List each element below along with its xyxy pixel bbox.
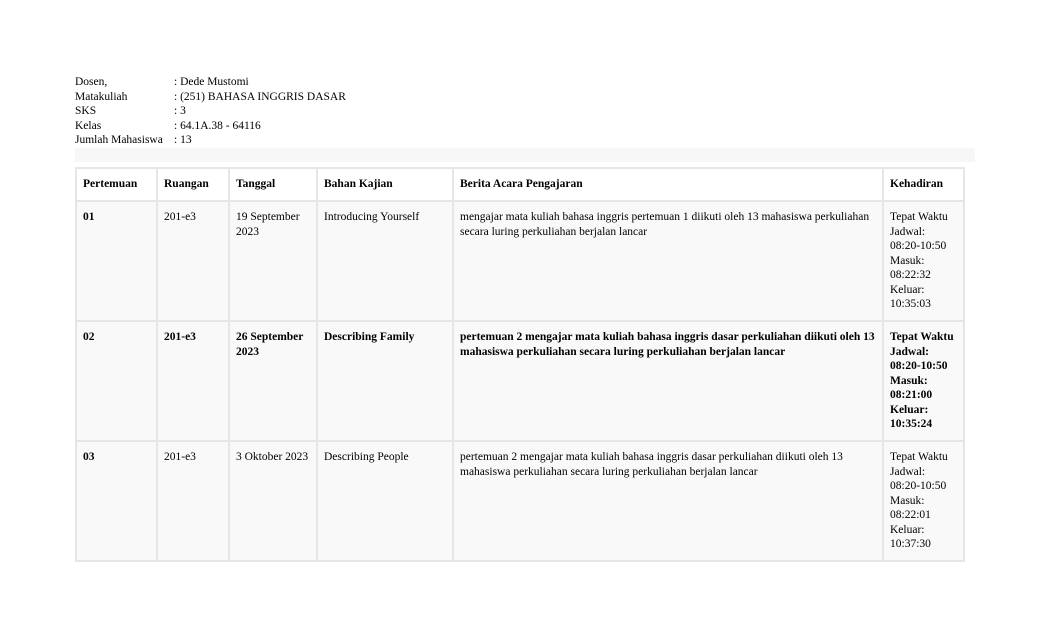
course-info bbox=[75, 75, 346, 148]
header-berita-acara: Berita Acara Pengajaran bbox=[453, 168, 883, 201]
info-value: : (251) BAHASA INGGRIS DASAR bbox=[174, 90, 346, 103]
cell-pertemuan: 03 bbox=[76, 441, 157, 561]
cell-tanggal: 19 September 2023 bbox=[229, 201, 317, 321]
table-row bbox=[76, 201, 964, 321]
cell-tanggal: 3 Oktober 2023 bbox=[229, 441, 317, 561]
info-row-sks bbox=[75, 104, 346, 119]
cell-tanggal: 26 September 2023 bbox=[229, 321, 317, 441]
kehadiran-jadwal-label: Jadwal: bbox=[890, 465, 926, 478]
kehadiran-jadwal-label: Jadwal: bbox=[890, 225, 926, 238]
header-tanggal: Tanggal bbox=[229, 168, 317, 201]
kehadiran-status: Tepat Waktu bbox=[890, 211, 948, 223]
kehadiran-jadwal-value: 08:20-10:50 bbox=[890, 360, 948, 372]
berita-acara-table bbox=[75, 167, 965, 562]
cell-berita-acara: pertemuan 2 mengajar mata kuliah bahasa inggris dasar perkuliahan diikuti oleh 13 mahasiswa perkuliahan secara luring perkuliahan berjalan lancar bbox=[453, 441, 883, 561]
cell-berita-acara: pertemuan 2 mengajar mata kuliah bahasa inggris dasar perkuliahan diikuti oleh 13 mahasiswa perkuliahan secara luring perkuliahan berjalan lancar bbox=[453, 321, 883, 441]
table-row bbox=[76, 321, 964, 441]
cell-ruangan: 201-e3 bbox=[157, 321, 229, 441]
info-label: Dosen, bbox=[75, 76, 108, 88]
table-row bbox=[76, 441, 964, 561]
kehadiran-keluar-label: Keluar: bbox=[890, 403, 929, 416]
cell-kehadiran bbox=[883, 201, 964, 321]
kehadiran-keluar-value: 10:37:30 bbox=[890, 538, 931, 550]
header-bahan-kajian: Bahan Kajian bbox=[317, 168, 453, 201]
cell-bahan-kajian: Describing Family bbox=[317, 321, 453, 441]
kehadiran-status: Tepat Waktu bbox=[890, 331, 954, 343]
kehadiran-masuk-label: Masuk: bbox=[890, 374, 928, 387]
info-label: Kelas bbox=[75, 119, 102, 132]
kehadiran-keluar-label: Keluar: bbox=[890, 283, 925, 296]
kehadiran-masuk-label: Masuk: bbox=[890, 254, 925, 267]
info-value: : 3 bbox=[174, 105, 186, 117]
kehadiran-masuk-value: 08:22:32 bbox=[890, 269, 931, 281]
info-row-kelas bbox=[75, 119, 346, 134]
cell-berita-acara: mengajar mata kuliah bahasa inggris pertemuan 1 diikuti oleh 13 mahasiswa perkuliahan secara luring perkuliahan berjalan lancar bbox=[453, 201, 883, 321]
divider-band bbox=[75, 148, 975, 162]
info-row-dosen bbox=[75, 75, 346, 90]
cell-ruangan: 201-e3 bbox=[157, 441, 229, 561]
kehadiran-masuk-value: 08:22:01 bbox=[890, 509, 931, 521]
cell-pertemuan: 01 bbox=[76, 201, 157, 321]
info-value: : 64.1A.38 - 64116 bbox=[174, 119, 261, 132]
table-header-row bbox=[76, 168, 964, 201]
info-label: SKS bbox=[75, 105, 97, 117]
kehadiran-jadwal-value: 08:20-10:50 bbox=[890, 240, 947, 252]
cell-bahan-kajian: Introducing Yourself bbox=[317, 201, 453, 321]
cell-ruangan: 201-e3 bbox=[157, 201, 229, 321]
info-label: Matakuliah bbox=[75, 90, 128, 103]
info-label: Jumlah Mahasiswa bbox=[75, 134, 163, 146]
cell-pertemuan: 02 bbox=[76, 321, 157, 441]
kehadiran-status: Tepat Waktu bbox=[890, 451, 948, 463]
cell-kehadiran bbox=[883, 441, 964, 561]
kehadiran-keluar-value: 10:35:03 bbox=[890, 298, 931, 310]
header-pertemuan: Pertemuan bbox=[76, 168, 157, 201]
kehadiran-masuk-value: 08:21:00 bbox=[890, 389, 933, 401]
header-ruangan: Ruangan bbox=[157, 168, 229, 201]
kehadiran-jadwal-value: 08:20-10:50 bbox=[890, 480, 947, 492]
kehadiran-keluar-value: 10:35:24 bbox=[890, 418, 933, 430]
kehadiran-keluar-label: Keluar: bbox=[890, 523, 925, 536]
cell-kehadiran bbox=[883, 321, 964, 441]
info-value: : Dede Mustomi bbox=[174, 76, 249, 88]
kehadiran-masuk-label: Masuk: bbox=[890, 494, 925, 507]
cell-bahan-kajian: Describing People bbox=[317, 441, 453, 561]
kehadiran-jadwal-label: Jadwal: bbox=[890, 345, 929, 358]
info-value: : 13 bbox=[174, 134, 192, 146]
header-kehadiran: Kehadiran bbox=[883, 168, 964, 201]
info-row-matakuliah bbox=[75, 90, 346, 105]
info-row-jumlah-mahasiswa bbox=[75, 133, 346, 148]
